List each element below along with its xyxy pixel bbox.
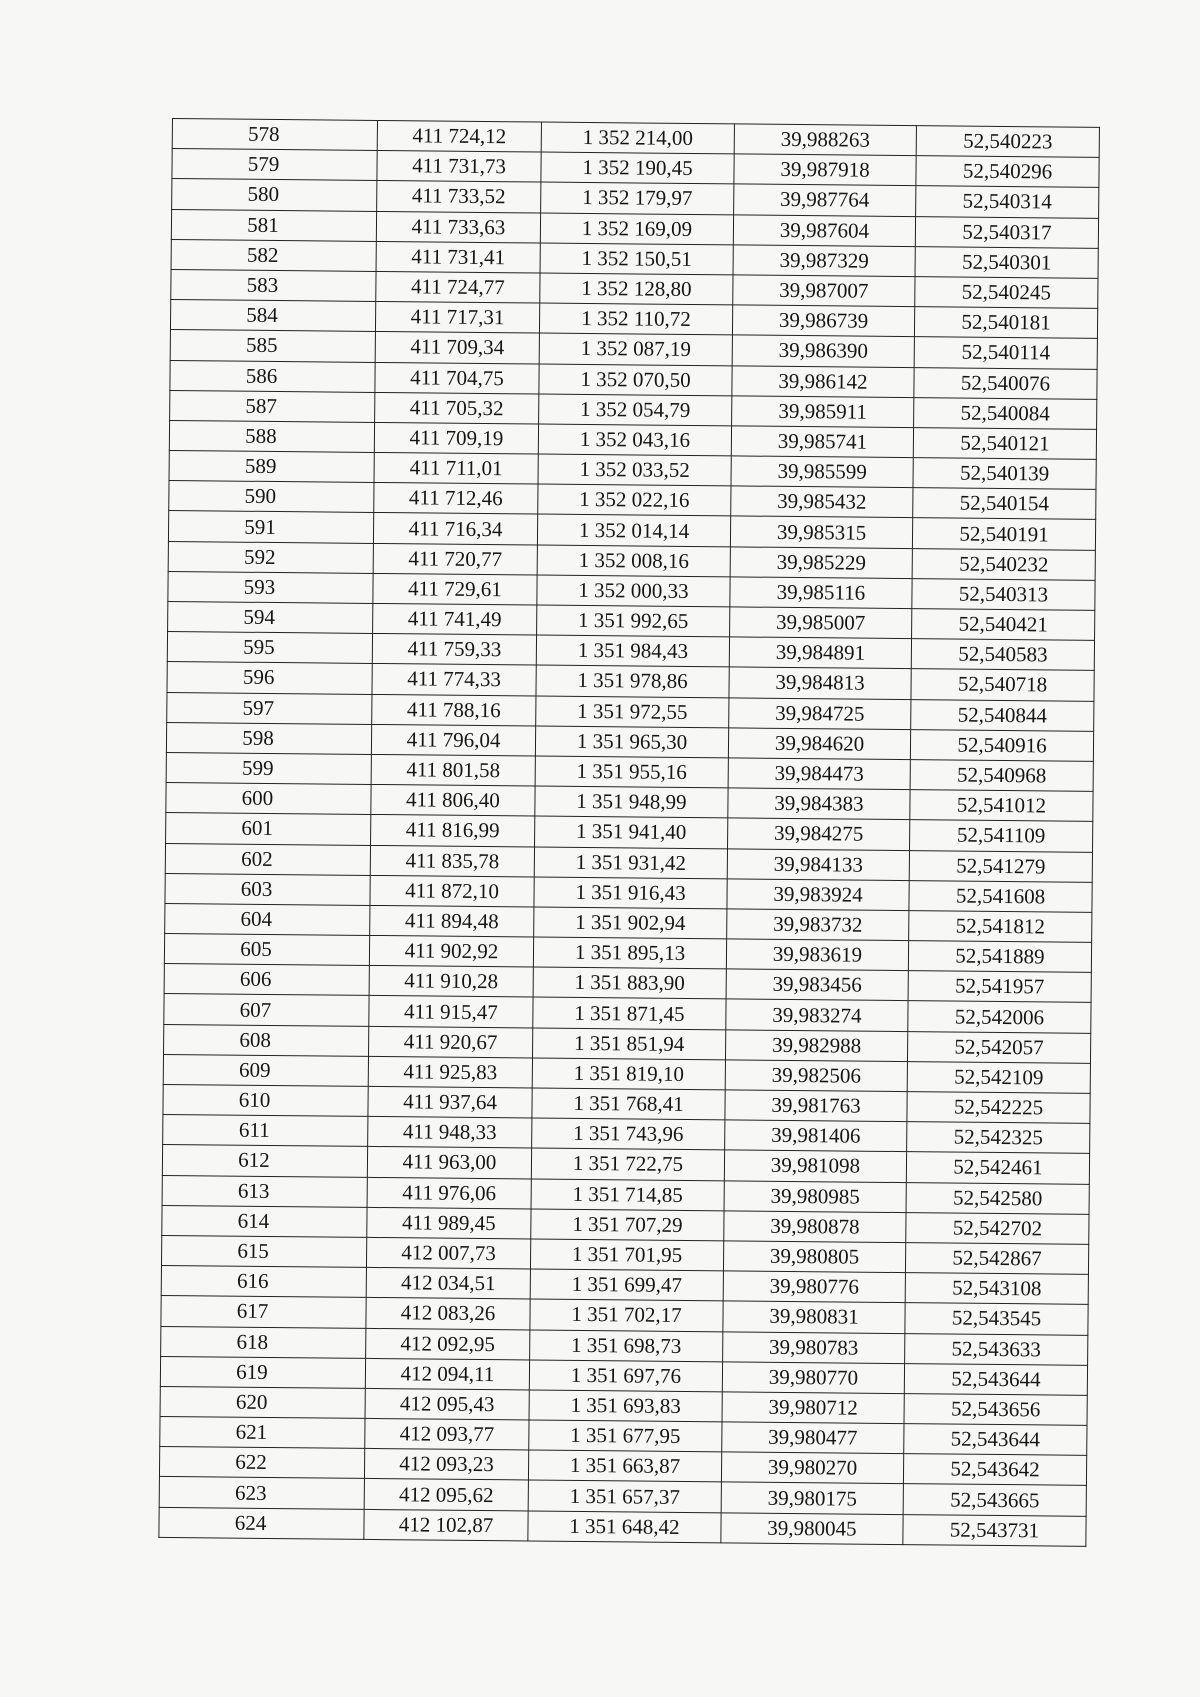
x-coordinate-cell: 411 915,47 [369, 996, 533, 1028]
latitude-cell: 39,984725 [729, 697, 911, 729]
longitude-cell: 52,540223 [916, 126, 1099, 158]
y-coordinate-cell: 1 351 707,29 [531, 1209, 724, 1241]
point-number-cell: 615 [161, 1235, 366, 1267]
latitude-cell: 39,983619 [726, 939, 908, 971]
latitude-cell: 39,986390 [732, 335, 914, 367]
point-number-cell: 578 [172, 119, 377, 151]
y-coordinate-cell: 1 351 931,42 [534, 847, 727, 879]
longitude-cell: 52,540968 [910, 760, 1093, 792]
point-number-cell: 609 [163, 1054, 368, 1086]
longitude-cell: 52,542461 [906, 1152, 1089, 1184]
x-coordinate-cell: 411 705,32 [375, 392, 539, 424]
point-number-cell: 621 [160, 1417, 365, 1449]
x-coordinate-cell: 411 731,41 [376, 241, 540, 273]
latitude-cell: 39,987007 [733, 275, 915, 307]
longitude-cell: 52,542006 [908, 1001, 1091, 1033]
latitude-cell: 39,983274 [726, 999, 908, 1031]
point-number-cell: 582 [171, 239, 376, 271]
longitude-cell: 52,540301 [915, 246, 1098, 278]
y-coordinate-cell: 1 352 000,33 [537, 575, 730, 607]
y-coordinate-cell: 1 351 965,30 [535, 726, 728, 758]
latitude-cell: 39,988263 [734, 124, 916, 156]
y-coordinate-cell: 1 352 070,50 [539, 364, 732, 396]
latitude-cell: 39,983456 [726, 969, 908, 1001]
point-number-cell: 579 [172, 149, 377, 181]
point-number-cell: 611 [163, 1115, 368, 1147]
longitude-cell: 52,540114 [914, 337, 1097, 369]
x-coordinate-cell: 411 796,04 [371, 724, 535, 756]
latitude-cell: 39,983732 [727, 909, 909, 941]
x-coordinate-cell: 412 007,73 [366, 1237, 530, 1269]
longitude-cell: 52,540121 [913, 428, 1096, 460]
point-number-cell: 596 [167, 662, 372, 694]
x-coordinate-cell: 411 948,33 [368, 1117, 532, 1149]
x-coordinate-cell: 411 712,46 [374, 483, 538, 515]
y-coordinate-cell: 1 351 657,37 [528, 1480, 721, 1512]
latitude-cell: 39,985741 [731, 426, 913, 458]
longitude-cell: 52,542867 [905, 1243, 1088, 1275]
x-coordinate-cell: 412 095,43 [365, 1388, 529, 1420]
latitude-cell: 39,980477 [722, 1422, 904, 1454]
y-coordinate-cell: 1 351 895,13 [533, 937, 726, 969]
longitude-cell: 52,543633 [905, 1333, 1088, 1365]
longitude-cell: 52,540154 [913, 488, 1096, 520]
x-coordinate-cell: 411 801,58 [371, 754, 535, 786]
x-coordinate-cell: 411 733,52 [377, 181, 541, 213]
longitude-cell: 52,540076 [914, 367, 1097, 399]
y-coordinate-cell: 1 352 190,45 [541, 152, 734, 184]
latitude-cell: 39,987604 [733, 214, 915, 246]
x-coordinate-cell: 411 720,77 [373, 543, 537, 575]
point-number-cell: 599 [166, 752, 371, 784]
x-coordinate-cell: 411 902,92 [369, 935, 533, 967]
point-number-cell: 612 [162, 1145, 367, 1177]
longitude-cell: 52,540232 [912, 548, 1095, 580]
longitude-cell: 52,540583 [911, 639, 1094, 671]
latitude-cell: 39,981763 [725, 1090, 907, 1122]
coordinates-table [158, 118, 1100, 1547]
y-coordinate-cell: 1 351 714,85 [531, 1179, 724, 1211]
longitude-cell: 52,542109 [907, 1061, 1090, 1093]
latitude-cell: 39,980783 [723, 1331, 905, 1363]
point-number-cell: 593 [168, 571, 373, 603]
longitude-cell: 52,543665 [903, 1484, 1086, 1516]
x-coordinate-cell: 411 872,10 [370, 875, 534, 907]
latitude-cell: 39,984383 [728, 788, 910, 820]
point-number-cell: 606 [164, 964, 369, 996]
y-coordinate-cell: 1 351 677,95 [529, 1420, 722, 1452]
latitude-cell: 39,982506 [725, 1060, 907, 1092]
point-number-cell: 618 [161, 1326, 366, 1358]
latitude-cell: 39,987329 [733, 245, 915, 277]
y-coordinate-cell: 1 351 902,94 [534, 907, 727, 939]
longitude-cell: 52,541889 [908, 941, 1091, 973]
longitude-cell: 52,540181 [914, 307, 1097, 339]
longitude-cell: 52,543108 [905, 1273, 1088, 1305]
coordinates-table-body [159, 119, 1100, 1547]
y-coordinate-cell: 1 351 648,42 [528, 1511, 721, 1543]
y-coordinate-cell: 1 351 851,94 [532, 1028, 725, 1060]
point-number-cell: 616 [161, 1266, 366, 1298]
longitude-cell: 52,541279 [909, 850, 1092, 882]
y-coordinate-cell: 1 352 214,00 [541, 122, 734, 154]
point-number-cell: 614 [162, 1205, 367, 1237]
longitude-cell: 52,542225 [907, 1092, 1090, 1124]
y-coordinate-cell: 1 351 693,83 [529, 1390, 722, 1422]
point-number-cell: 580 [172, 179, 377, 211]
latitude-cell: 39,985599 [731, 456, 913, 488]
x-coordinate-cell: 411 711,01 [374, 453, 538, 485]
point-number-cell: 620 [160, 1386, 365, 1418]
point-number-cell: 604 [165, 903, 370, 935]
x-coordinate-cell: 411 717,31 [375, 302, 539, 334]
x-coordinate-cell: 411 741,49 [373, 603, 537, 635]
latitude-cell: 39,980712 [722, 1392, 904, 1424]
latitude-cell: 39,984275 [728, 818, 910, 850]
longitude-cell: 52,540314 [916, 186, 1099, 218]
latitude-cell: 39,985432 [731, 486, 913, 518]
longitude-cell: 52,541812 [909, 910, 1092, 942]
x-coordinate-cell: 412 102,87 [364, 1509, 528, 1541]
latitude-cell: 39,980270 [721, 1452, 903, 1484]
point-number-cell: 605 [164, 934, 369, 966]
x-coordinate-cell: 411 731,73 [377, 151, 541, 183]
point-number-cell: 619 [160, 1356, 365, 1388]
point-number-cell: 613 [162, 1175, 367, 1207]
y-coordinate-cell: 1 351 984,43 [536, 635, 729, 667]
x-coordinate-cell: 412 093,23 [364, 1449, 528, 1481]
point-number-cell: 608 [164, 1024, 369, 1056]
latitude-cell: 39,980175 [721, 1482, 903, 1514]
latitude-cell: 39,984813 [729, 667, 911, 699]
point-number-cell: 592 [168, 541, 373, 573]
x-coordinate-cell: 411 920,67 [369, 1026, 533, 1058]
y-coordinate-cell: 1 352 087,19 [539, 333, 732, 365]
latitude-cell: 39,986142 [732, 365, 914, 397]
point-number-cell: 617 [161, 1296, 366, 1328]
latitude-cell: 39,984473 [728, 758, 910, 790]
point-number-cell: 586 [170, 360, 375, 392]
x-coordinate-cell: 412 083,26 [366, 1298, 530, 1330]
y-coordinate-cell: 1 352 033,52 [538, 454, 731, 486]
y-coordinate-cell: 1 351 722,75 [531, 1148, 724, 1180]
point-number-cell: 590 [169, 481, 374, 513]
y-coordinate-cell: 1 351 699,47 [530, 1269, 723, 1301]
x-coordinate-cell: 411 816,99 [371, 815, 535, 847]
x-coordinate-cell: 411 724,12 [377, 120, 541, 152]
longitude-cell: 52,542325 [907, 1122, 1090, 1154]
y-coordinate-cell: 1 351 941,40 [535, 816, 728, 848]
x-coordinate-cell: 411 937,64 [368, 1086, 532, 1118]
x-coordinate-cell: 411 716,34 [373, 513, 537, 545]
longitude-cell: 52,542702 [906, 1212, 1089, 1244]
point-number-cell: 607 [164, 994, 369, 1026]
point-number-cell: 581 [171, 209, 376, 241]
latitude-cell: 39,985229 [730, 547, 912, 579]
latitude-cell: 39,980770 [722, 1362, 904, 1394]
y-coordinate-cell: 1 352 179,97 [541, 182, 734, 214]
x-coordinate-cell: 411 774,33 [372, 664, 536, 696]
longitude-cell: 52,541608 [909, 880, 1092, 912]
longitude-cell: 52,540139 [913, 458, 1096, 490]
y-coordinate-cell: 1 351 992,65 [537, 605, 730, 637]
longitude-cell: 52,541957 [908, 971, 1091, 1003]
x-coordinate-cell: 411 925,83 [368, 1056, 532, 1088]
latitude-cell: 39,980805 [723, 1241, 905, 1273]
longitude-cell: 52,540245 [915, 277, 1098, 309]
latitude-cell: 39,983924 [727, 879, 909, 911]
latitude-cell: 39,980045 [721, 1512, 903, 1544]
y-coordinate-cell: 1 352 014,14 [537, 514, 730, 546]
y-coordinate-cell: 1 351 916,43 [534, 877, 727, 909]
longitude-cell: 52,540718 [911, 669, 1094, 701]
y-coordinate-cell: 1 351 698,73 [530, 1329, 723, 1361]
latitude-cell: 39,987918 [734, 154, 916, 186]
longitude-cell: 52,543731 [903, 1514, 1086, 1546]
longitude-cell: 52,543644 [904, 1424, 1087, 1456]
latitude-cell: 39,980878 [724, 1211, 906, 1243]
y-coordinate-cell: 1 351 768,41 [532, 1088, 725, 1120]
y-coordinate-cell: 1 352 054,79 [539, 394, 732, 426]
longitude-cell: 52,540191 [912, 518, 1095, 550]
longitude-cell: 52,540916 [910, 729, 1093, 761]
y-coordinate-cell: 1 352 043,16 [538, 424, 731, 456]
x-coordinate-cell: 412 092,95 [366, 1328, 530, 1360]
latitude-cell: 39,982988 [725, 1029, 907, 1061]
point-number-cell: 585 [170, 330, 375, 362]
latitude-cell: 39,985911 [732, 396, 914, 428]
longitude-cell: 52,541109 [910, 820, 1093, 852]
point-number-cell: 591 [168, 511, 373, 543]
y-coordinate-cell: 1 351 819,10 [532, 1058, 725, 1090]
latitude-cell: 39,981406 [725, 1120, 907, 1152]
point-number-cell: 584 [170, 300, 375, 332]
latitude-cell: 39,984620 [728, 728, 910, 760]
y-coordinate-cell: 1 351 948,99 [535, 786, 728, 818]
point-number-cell: 603 [165, 873, 370, 905]
y-coordinate-cell: 1 351 702,17 [530, 1299, 723, 1331]
y-coordinate-cell: 1 352 008,16 [537, 545, 730, 577]
latitude-cell: 39,987764 [734, 184, 916, 216]
y-coordinate-cell: 1 352 022,16 [538, 484, 731, 516]
y-coordinate-cell: 1 352 128,80 [540, 273, 733, 305]
x-coordinate-cell: 412 094,11 [365, 1358, 529, 1390]
point-number-cell: 595 [167, 632, 372, 664]
longitude-cell: 52,543642 [903, 1454, 1086, 1486]
latitude-cell: 39,980985 [724, 1180, 906, 1212]
latitude-cell: 39,986739 [732, 305, 914, 337]
longitude-cell: 52,540313 [912, 578, 1095, 610]
x-coordinate-cell: 412 093,77 [365, 1418, 529, 1450]
point-number-cell: 597 [167, 692, 372, 724]
point-number-cell: 589 [169, 451, 374, 483]
x-coordinate-cell: 411 709,34 [375, 332, 539, 364]
latitude-cell: 39,985315 [730, 516, 912, 548]
y-coordinate-cell: 1 351 972,55 [536, 696, 729, 728]
point-number-cell: 600 [166, 783, 371, 815]
x-coordinate-cell: 411 894,48 [370, 905, 534, 937]
x-coordinate-cell: 412 095,62 [364, 1479, 528, 1511]
latitude-cell: 39,981098 [724, 1150, 906, 1182]
latitude-cell: 39,984133 [727, 848, 909, 880]
longitude-cell: 52,540317 [915, 216, 1098, 248]
point-number-cell: 583 [171, 269, 376, 301]
x-coordinate-cell: 411 910,28 [369, 966, 533, 998]
longitude-cell: 52,543545 [905, 1303, 1088, 1335]
y-coordinate-cell: 1 351 955,16 [535, 756, 728, 788]
point-number-cell: 594 [168, 601, 373, 633]
y-coordinate-cell: 1 351 978,86 [536, 665, 729, 697]
point-number-cell: 623 [159, 1477, 364, 1509]
point-number-cell: 588 [169, 420, 374, 452]
longitude-cell: 52,540296 [916, 156, 1099, 188]
y-coordinate-cell: 1 351 697,76 [529, 1360, 722, 1392]
x-coordinate-cell: 411 963,00 [367, 1147, 531, 1179]
y-coordinate-cell: 1 352 110,72 [539, 303, 732, 335]
x-coordinate-cell: 411 709,19 [374, 422, 538, 454]
x-coordinate-cell: 411 704,75 [375, 362, 539, 394]
longitude-cell: 52,540421 [912, 609, 1095, 641]
longitude-cell: 52,542057 [907, 1031, 1090, 1063]
x-coordinate-cell: 411 806,40 [371, 785, 535, 817]
y-coordinate-cell: 1 351 871,45 [533, 997, 726, 1029]
longitude-cell: 52,543656 [904, 1393, 1087, 1425]
x-coordinate-cell: 411 729,61 [373, 573, 537, 605]
point-number-cell: 624 [159, 1507, 364, 1539]
longitude-cell: 52,541012 [910, 790, 1093, 822]
point-number-cell: 601 [166, 813, 371, 845]
point-number-cell: 622 [159, 1447, 364, 1479]
x-coordinate-cell: 411 989,45 [367, 1207, 531, 1239]
longitude-cell: 52,540844 [911, 699, 1094, 731]
latitude-cell: 39,984891 [729, 637, 911, 669]
y-coordinate-cell: 1 351 663,87 [528, 1450, 721, 1482]
x-coordinate-cell: 411 835,78 [370, 845, 534, 877]
y-coordinate-cell: 1 352 150,51 [540, 243, 733, 275]
latitude-cell: 39,985007 [730, 607, 912, 639]
y-coordinate-cell: 1 351 883,90 [533, 967, 726, 999]
point-number-cell: 587 [170, 390, 375, 422]
y-coordinate-cell: 1 351 701,95 [530, 1239, 723, 1271]
point-number-cell: 598 [166, 722, 371, 754]
point-number-cell: 610 [163, 1084, 368, 1116]
y-coordinate-cell: 1 352 169,09 [540, 213, 733, 245]
longitude-cell: 52,542580 [906, 1182, 1089, 1214]
latitude-cell: 39,980831 [723, 1301, 905, 1333]
longitude-cell: 52,540084 [914, 397, 1097, 429]
y-coordinate-cell: 1 351 743,96 [532, 1118, 725, 1150]
latitude-cell: 39,985116 [730, 577, 912, 609]
x-coordinate-cell: 411 759,33 [372, 634, 536, 666]
latitude-cell: 39,980776 [723, 1271, 905, 1303]
x-coordinate-cell: 412 034,51 [366, 1268, 530, 1300]
x-coordinate-cell: 411 724,77 [376, 271, 540, 303]
longitude-cell: 52,543644 [904, 1363, 1087, 1395]
x-coordinate-cell: 411 733,63 [376, 211, 540, 243]
x-coordinate-cell: 411 976,06 [367, 1177, 531, 1209]
x-coordinate-cell: 411 788,16 [372, 694, 536, 726]
point-number-cell: 602 [165, 843, 370, 875]
